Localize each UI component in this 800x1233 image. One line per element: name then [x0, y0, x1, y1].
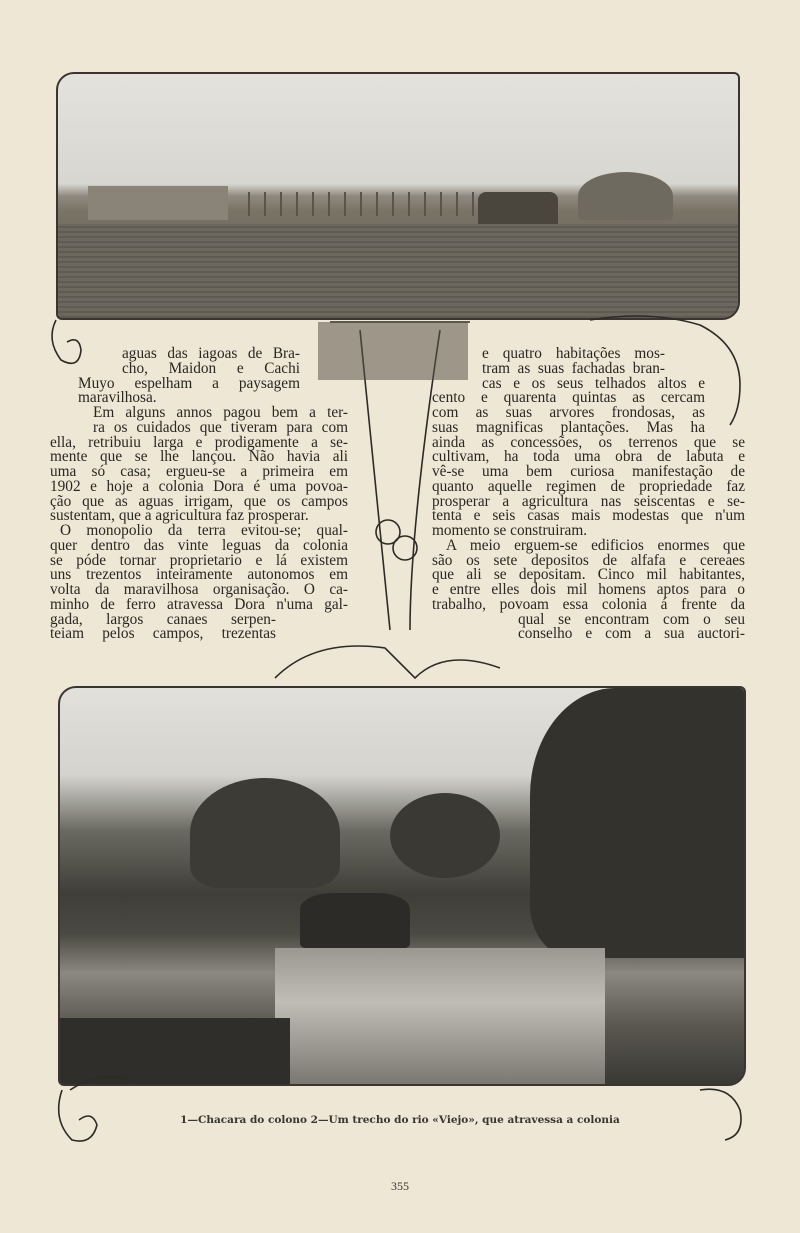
text-line: Muyo espelham a paysagem [78, 374, 300, 392]
text-line: são os sete depositos de alfafa e cereaes [432, 551, 745, 569]
corner-flourish-bottom-left [59, 1077, 130, 1141]
photo-caption: 1—Chacara do colono 2—Um trecho do rio «Viejo», que atravessa a colonia [180, 1114, 620, 1126]
text-line: cento e quarenta quintas as cercam [432, 389, 705, 407]
text-line: trabalho, povoam essa colonia á frente da [432, 595, 745, 613]
text-line: quer dentro das vinte leguas da colonia [50, 536, 348, 554]
text-line: que ali se depositam. Cinco mil habitantes, [432, 566, 745, 584]
text-line: maravilhosa. [78, 389, 157, 407]
corner-flourish-top-left [52, 320, 81, 363]
text-line: cultivam, ha toda uma obra de labuta e [432, 448, 745, 466]
text-line: sustentam, que a agricultura faz prosperar. [50, 507, 309, 525]
central-base-flourish [275, 646, 500, 678]
text-line: gada, largos canaes serpen- [50, 610, 276, 628]
text-line: suas magnificas plantações. Mas ha [432, 418, 705, 436]
text-line: e entre elles dois mil homens aptos para o [432, 581, 745, 598]
text-line: ainda as concessões, os terrenos que se [432, 433, 745, 451]
text-line: tram as suas fachadas bran- [482, 359, 665, 377]
text-line: uns trezentos inteiramente autonomos em [50, 566, 348, 584]
text-line: quanto aquelle regimen de propriedade faz [432, 477, 745, 495]
text-line: mente que se lhe lançou. Não havia ali [50, 448, 348, 466]
text-line: ella, retribuiu larga e prodigamente a se- [50, 433, 348, 451]
central-fringe-ornament [318, 322, 468, 380]
text-line: conselho e com a sua auctori- [518, 625, 745, 643]
text-line: com as suas arvores frondosas, as [432, 404, 705, 421]
text-line: prosperar a agricultura nas seiscentas e se- [432, 492, 745, 510]
text-line: uma só casa; ergueu-se a primeira em [50, 463, 348, 480]
text-line: O monopolio da terra evitou-se; qual- [60, 522, 348, 539]
text-line: minho de ferro atravessa Dora n'uma gal- [50, 595, 348, 613]
text-line: teiam pelos campos, trezentas [50, 625, 276, 643]
text-line: vê-se uma bem curiosa manifestação de [432, 463, 745, 480]
text-line: se póde tornar proprietario e lá existem [50, 551, 348, 569]
text-line: aguas das iagoas de Bra- [122, 345, 300, 362]
text-line: cas e os seus telhados altos e [482, 374, 705, 392]
text-line: cho, Maidon e Cachi [122, 359, 300, 377]
text-line: ra os cuidados que tiveram para com [93, 418, 348, 436]
text-line: tenta e seis casas mais modestas que n'um [432, 507, 745, 525]
text-line: qual se encontram com o seu [518, 610, 745, 628]
text-line: momento se construiram. [432, 522, 588, 539]
text-line: ção que as aguas irrigam, que os campos [50, 492, 348, 510]
text-line: A meio erguem-se edificios enormes que [446, 536, 745, 554]
text-line: 1902 e hoje a colonia Dora é uma povoa- [50, 477, 348, 495]
text-line: e quatro habitações mos- [482, 345, 665, 362]
page-number: 355 [391, 1179, 409, 1193]
text-line: volta da maravilhosa organisação. O ca- [50, 581, 348, 598]
text-line: Em alguns annos pagou bem a ter- [93, 404, 348, 421]
